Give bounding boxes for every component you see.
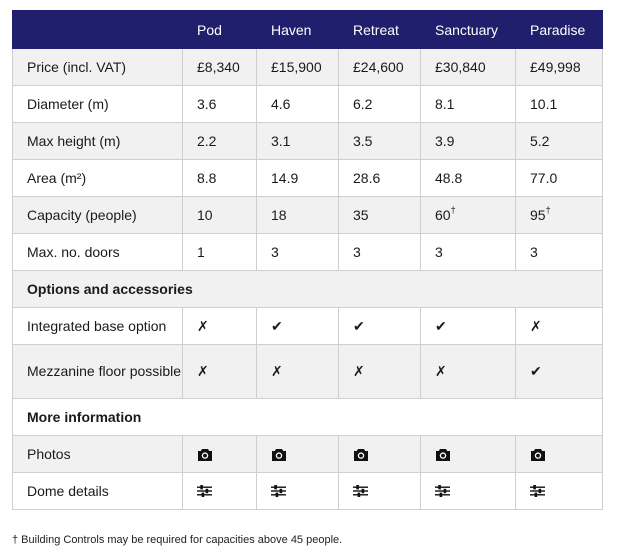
- table-row: [13, 234, 603, 271]
- cell-value: £24,600: [353, 59, 404, 75]
- table-row: [13, 197, 603, 234]
- cell-value: 3: [435, 244, 443, 260]
- table-cell: [339, 234, 421, 271]
- table-cell: [421, 49, 516, 86]
- cell-value: 95: [530, 207, 546, 223]
- cell-value: 14.9: [271, 170, 299, 186]
- camera-icon[interactable]: [516, 436, 603, 473]
- cell-value: ✗: [530, 317, 542, 334]
- header-blank: [13, 11, 183, 49]
- camera-icon[interactable]: [339, 436, 421, 473]
- sliders-icon[interactable]: [339, 473, 421, 510]
- table-cell: [183, 123, 257, 160]
- table-row: [13, 308, 603, 345]
- cell-value: 3.1: [271, 133, 291, 149]
- cell-value: 35: [353, 207, 369, 223]
- table-cell: [183, 234, 257, 271]
- section-heading: Options and accessories: [13, 271, 603, 308]
- cell-value: 60: [435, 207, 451, 223]
- table-cell: [339, 86, 421, 123]
- table-cell: [516, 123, 603, 160]
- table-cell: [516, 49, 603, 86]
- footnote-marker: †: [450, 205, 456, 215]
- table-row: [13, 49, 603, 86]
- cell-value: £8,340: [197, 59, 240, 75]
- table-row: [13, 436, 603, 473]
- cell-value: 3: [271, 244, 279, 260]
- camera-icon[interactable]: [257, 436, 339, 473]
- table-cell: [183, 308, 257, 345]
- table-cell: [257, 308, 339, 345]
- table-cell: [421, 234, 516, 271]
- cell-value: 4.6: [271, 96, 291, 112]
- sliders-icon[interactable]: [183, 473, 257, 510]
- cell-value: 10: [197, 207, 213, 223]
- header-sanctuary: Sanctuary: [421, 11, 516, 49]
- table-cell: [257, 86, 339, 123]
- table-cell: [421, 86, 516, 123]
- cell-value: 1: [197, 244, 205, 260]
- header-paradise: Paradise: [516, 11, 603, 49]
- table-cell: [257, 345, 339, 399]
- row-label: Capacity (people): [13, 197, 183, 234]
- cell-value: 48.8: [435, 170, 463, 186]
- cell-value: ✔: [530, 363, 542, 379]
- sliders-icon[interactable]: [516, 473, 603, 510]
- footnote: † Building Controls may be required for capacities above 45 people.: [12, 534, 343, 546]
- footnote-marker: †: [545, 205, 551, 215]
- table-cell: [183, 86, 257, 123]
- cell-value: £15,900: [271, 59, 322, 75]
- row-label: Diameter (m): [13, 86, 183, 123]
- cell-value: 3: [353, 244, 361, 260]
- cell-value: 3.9: [435, 133, 455, 149]
- header-row: [13, 11, 603, 49]
- table-cell: [339, 123, 421, 160]
- cell-value: ✔: [353, 317, 365, 334]
- cell-value: 6.2: [353, 96, 373, 112]
- row-label: Photos: [13, 436, 183, 473]
- cell-value: £30,840: [435, 59, 486, 75]
- row-label: Area (m²): [13, 160, 183, 197]
- table-cell: [421, 308, 516, 345]
- camera-icon[interactable]: [421, 436, 516, 473]
- cell-value: 18: [271, 207, 287, 223]
- table-cell: [339, 308, 421, 345]
- section-row: [13, 271, 603, 308]
- table-cell: [257, 234, 339, 271]
- cell-value: ✗: [271, 363, 283, 379]
- table-cell: [516, 345, 603, 399]
- cell-value: 2.2: [197, 133, 217, 149]
- table-cell: [421, 123, 516, 160]
- table-cell: [257, 49, 339, 86]
- header-pod: Pod: [183, 11, 257, 49]
- camera-icon[interactable]: [183, 436, 257, 473]
- table-row: [13, 86, 603, 123]
- table-cell: [339, 49, 421, 86]
- table-cell: [339, 197, 421, 234]
- cell-value: 10.1: [530, 96, 558, 112]
- cell-value: 77.0: [530, 170, 558, 186]
- row-label: Max. no. doors: [13, 234, 183, 271]
- cell-value: 8.1: [435, 96, 455, 112]
- table-cell: [421, 197, 516, 234]
- cell-value: ✗: [197, 317, 209, 334]
- table-cell: [183, 160, 257, 197]
- table-row: [13, 123, 603, 160]
- row-label: Max height (m): [13, 123, 183, 160]
- table-row: [13, 345, 603, 399]
- cell-value: 3.6: [197, 96, 217, 112]
- table-cell: [257, 160, 339, 197]
- table-cell: [183, 345, 257, 399]
- cell-value: £49,998: [530, 59, 581, 75]
- cell-value: 28.6: [353, 170, 381, 186]
- section-row: [13, 399, 603, 436]
- table-cell: [421, 345, 516, 399]
- sliders-icon[interactable]: [421, 473, 516, 510]
- table-cell: [183, 49, 257, 86]
- section-heading: More information: [13, 399, 603, 436]
- table-cell: [516, 308, 603, 345]
- row-label: Mezzanine floor possible: [13, 345, 183, 399]
- table-row: [13, 160, 603, 197]
- cell-value: ✗: [197, 363, 209, 379]
- row-label: Price (incl. VAT): [13, 49, 183, 86]
- table-cell: [421, 160, 516, 197]
- table-cell: [516, 197, 603, 234]
- table-cell: [257, 123, 339, 160]
- cell-value: 8.8: [197, 170, 217, 186]
- table-cell: [516, 86, 603, 123]
- cell-value: ✔: [271, 317, 283, 334]
- cell-value: ✔: [435, 317, 447, 334]
- cell-value: ✗: [353, 363, 365, 379]
- sliders-icon[interactable]: [257, 473, 339, 510]
- header-haven: Haven: [257, 11, 339, 49]
- table-cell: [339, 160, 421, 197]
- table-cell: [516, 160, 603, 197]
- cell-value: ✗: [435, 363, 447, 379]
- header-retreat: Retreat: [339, 11, 421, 49]
- table-cell: [516, 234, 603, 271]
- cell-value: 5.2: [530, 133, 550, 149]
- cell-value: 3.5: [353, 133, 373, 149]
- table-cell: [339, 345, 421, 399]
- table-cell: [257, 197, 339, 234]
- table-cell: [183, 197, 257, 234]
- row-label: Dome details: [13, 473, 183, 510]
- comparison-table: [12, 10, 603, 510]
- cell-value: 3: [530, 244, 538, 260]
- row-label: Integrated base option: [13, 308, 183, 345]
- table-row: [13, 473, 603, 510]
